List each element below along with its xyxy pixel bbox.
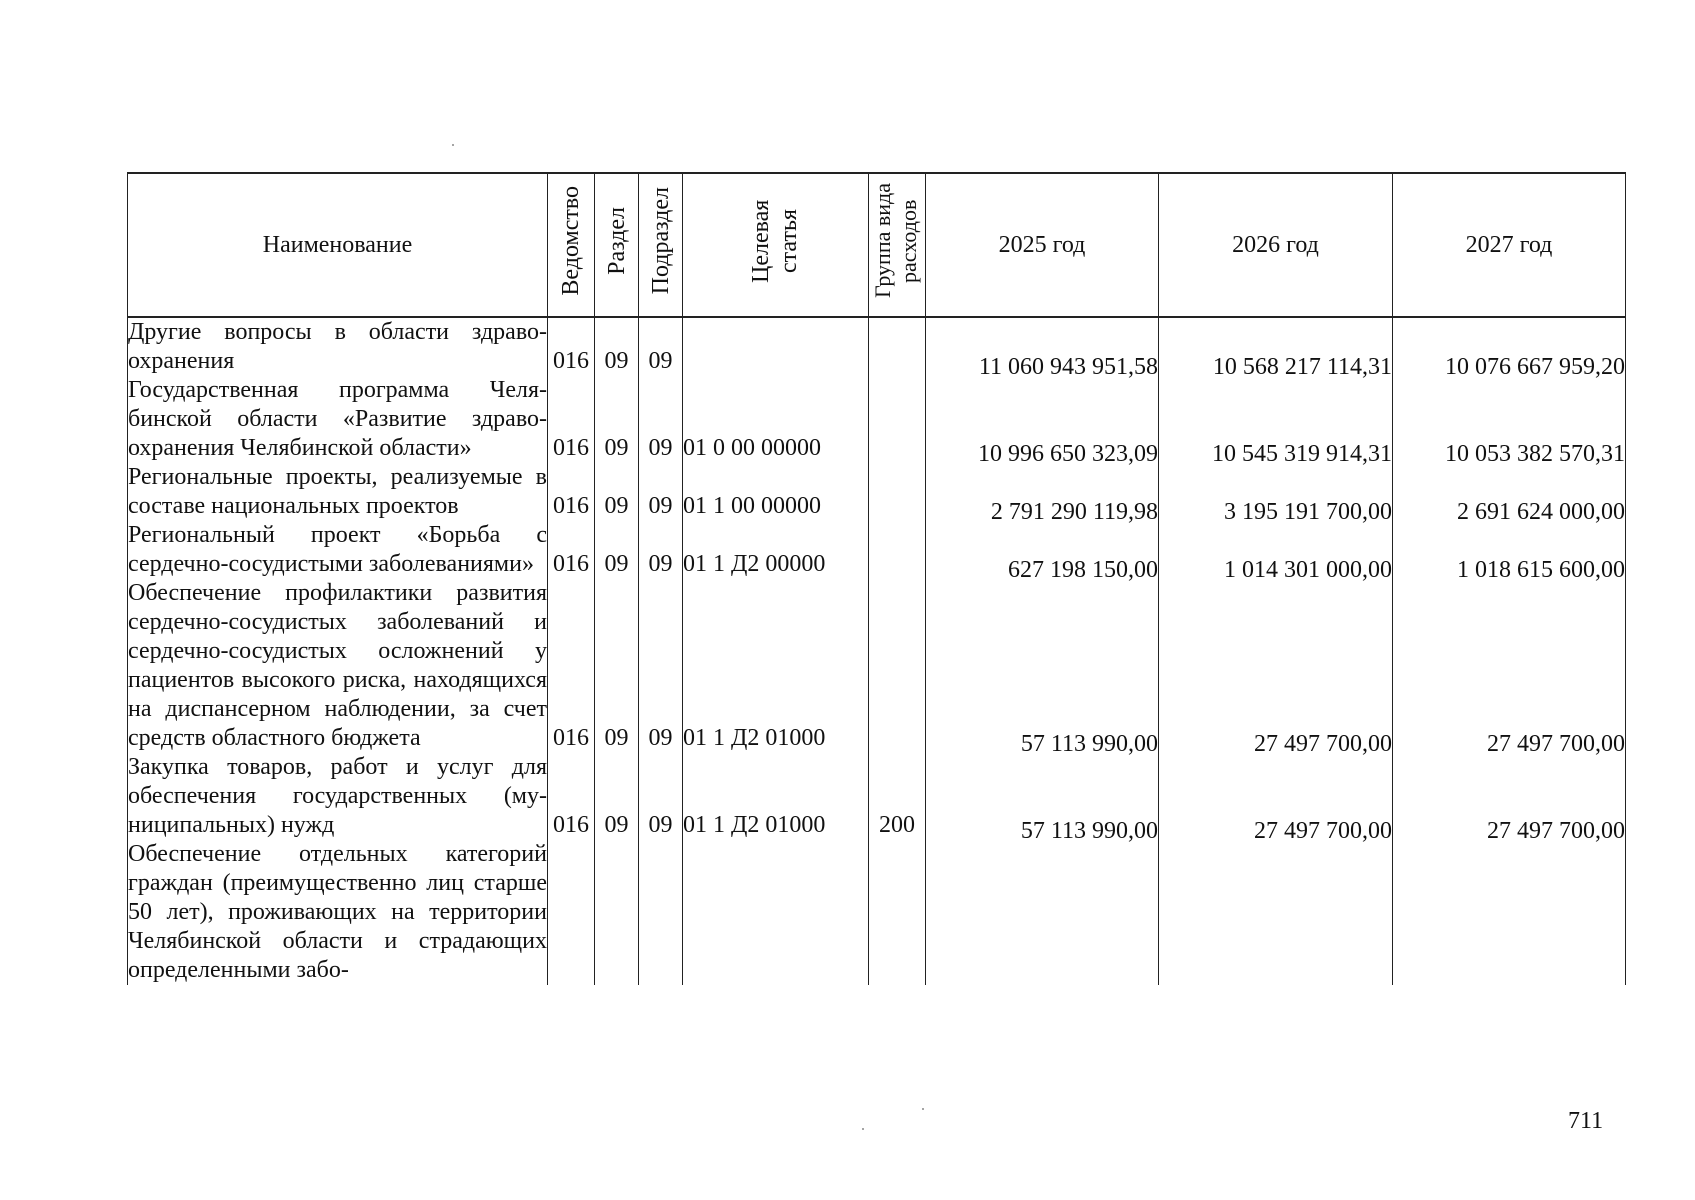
row-2026: 3 195 191 700,00: [1159, 463, 1393, 521]
scan-speck: [452, 144, 454, 146]
header-name: Наименование: [128, 173, 548, 317]
row-2025: [926, 840, 1159, 985]
header-2026: 2026 год: [1159, 173, 1393, 317]
row-section: 09: [595, 463, 639, 521]
header-2027: 2027 год: [1393, 173, 1626, 317]
row-2027: [1393, 840, 1626, 985]
row-section: 09: [595, 579, 639, 753]
row-department: [548, 840, 595, 985]
row-name: Региональный проект «Борьба с сердечно-сосудистыми заболеваниями»: [128, 522, 547, 577]
header-subsection: Подраздел: [639, 173, 683, 317]
row-target-article: [683, 840, 869, 985]
row-department: 016: [548, 463, 595, 521]
row-target-article: 01 1 00 00000: [683, 463, 869, 521]
row-section: 09: [595, 753, 639, 840]
row-target-article: 01 1 Д2 00000: [683, 521, 869, 579]
table-row: [128, 317, 1626, 376]
row-expense-group: [869, 463, 926, 521]
row-2025: 57 113 990,00: [926, 753, 1159, 840]
row-expense-group: 200: [869, 753, 926, 840]
row-2025: 627 198 150,00: [926, 521, 1159, 579]
row-section: 09: [595, 521, 639, 579]
row-expense-group: [869, 840, 926, 985]
row-2026: 27 497 700,00: [1159, 579, 1393, 753]
row-2026: 27 497 700,00: [1159, 753, 1393, 840]
row-2027: 2 691 624 000,00: [1393, 463, 1626, 521]
header-department: Ведомство: [548, 173, 595, 317]
row-2027: 10 053 382 570,31: [1393, 376, 1626, 463]
row-subsection: 09: [639, 463, 683, 521]
scan-speck: [862, 1128, 864, 1130]
row-expense-group: [869, 521, 926, 579]
row-target-article: 01 1 Д2 01000: [683, 579, 869, 753]
row-2026: 10 568 217 114,31: [1159, 317, 1393, 376]
row-department: 016: [548, 521, 595, 579]
row-name: Обеспечение профилактики развития сердечно-сосудистых заболеваний и сердечно-сосудистых осложнений у пациентов высокого риска, находящихся на диспансерном наблюдении, за счет средств областного бюджета: [128, 580, 547, 751]
row-2027: 27 497 700,00: [1393, 579, 1626, 753]
table-row: [128, 521, 1626, 579]
row-target-article: 01 1 Д2 01000: [683, 753, 869, 840]
row-2025: 2 791 290 119,98: [926, 463, 1159, 521]
row-name: Другие вопросы в области здравоохранения: [128, 319, 547, 374]
row-section: [595, 840, 639, 985]
row-2025: 10 996 650 323,09: [926, 376, 1159, 463]
row-subsection: 09: [639, 376, 683, 463]
table-row: [128, 753, 1626, 840]
row-subsection: 09: [639, 753, 683, 840]
header-section: Раздел: [595, 173, 639, 317]
row-2027: 10 076 667 959,20: [1393, 317, 1626, 376]
row-name: Закупка товаров, работ и услуг для обеспечения государственных (муниципальных) нужд: [128, 754, 547, 838]
scan-speck: [922, 1108, 924, 1110]
row-expense-group: [869, 317, 926, 376]
row-2026: 1 014 301 000,00: [1159, 521, 1393, 579]
header-2025: 2025 год: [926, 173, 1159, 317]
row-section: 09: [595, 376, 639, 463]
table-row: [128, 463, 1626, 521]
row-2025: 11 060 943 951,58: [926, 317, 1159, 376]
row-department: 016: [548, 753, 595, 840]
row-expense-group: [869, 376, 926, 463]
budget-table: [127, 172, 1626, 985]
row-subsection: 09: [639, 317, 683, 376]
row-section: 09: [595, 317, 639, 376]
row-target-article: 01 0 00 00000: [683, 376, 869, 463]
header-target-article: Целевая статья: [683, 173, 869, 317]
header-expense-group: Группа вида расходов: [869, 173, 926, 317]
row-subsection: [639, 840, 683, 985]
row-2027: 27 497 700,00: [1393, 753, 1626, 840]
row-name: Государственная программа Челябинской области «Развитие здравоохранения Челябинской области»: [128, 377, 547, 461]
row-2025: 57 113 990,00: [926, 579, 1159, 753]
row-2026: [1159, 840, 1393, 985]
row-department: 016: [548, 579, 595, 753]
table-row: [128, 376, 1626, 463]
row-expense-group: [869, 579, 926, 753]
row-department: 016: [548, 317, 595, 376]
row-2027: 1 018 615 600,00: [1393, 521, 1626, 579]
row-target-article: [683, 317, 869, 376]
row-subsection: 09: [639, 521, 683, 579]
row-name: Региональные проекты, реализуемые в составе национальных проектов: [128, 464, 547, 519]
table-row: [128, 579, 1626, 753]
row-department: 016: [548, 376, 595, 463]
row-subsection: 09: [639, 579, 683, 753]
header-row: [128, 173, 1626, 317]
table-row: [128, 840, 1626, 985]
row-2026: 10 545 319 914,31: [1159, 376, 1393, 463]
row-name: Обеспечение отдельных категорий граждан (преимущественно лиц старше 50 лет), проживающих на территории Челябинской области и страдающих определенными забо-: [128, 841, 547, 983]
page-number: 711: [1568, 1108, 1604, 1134]
